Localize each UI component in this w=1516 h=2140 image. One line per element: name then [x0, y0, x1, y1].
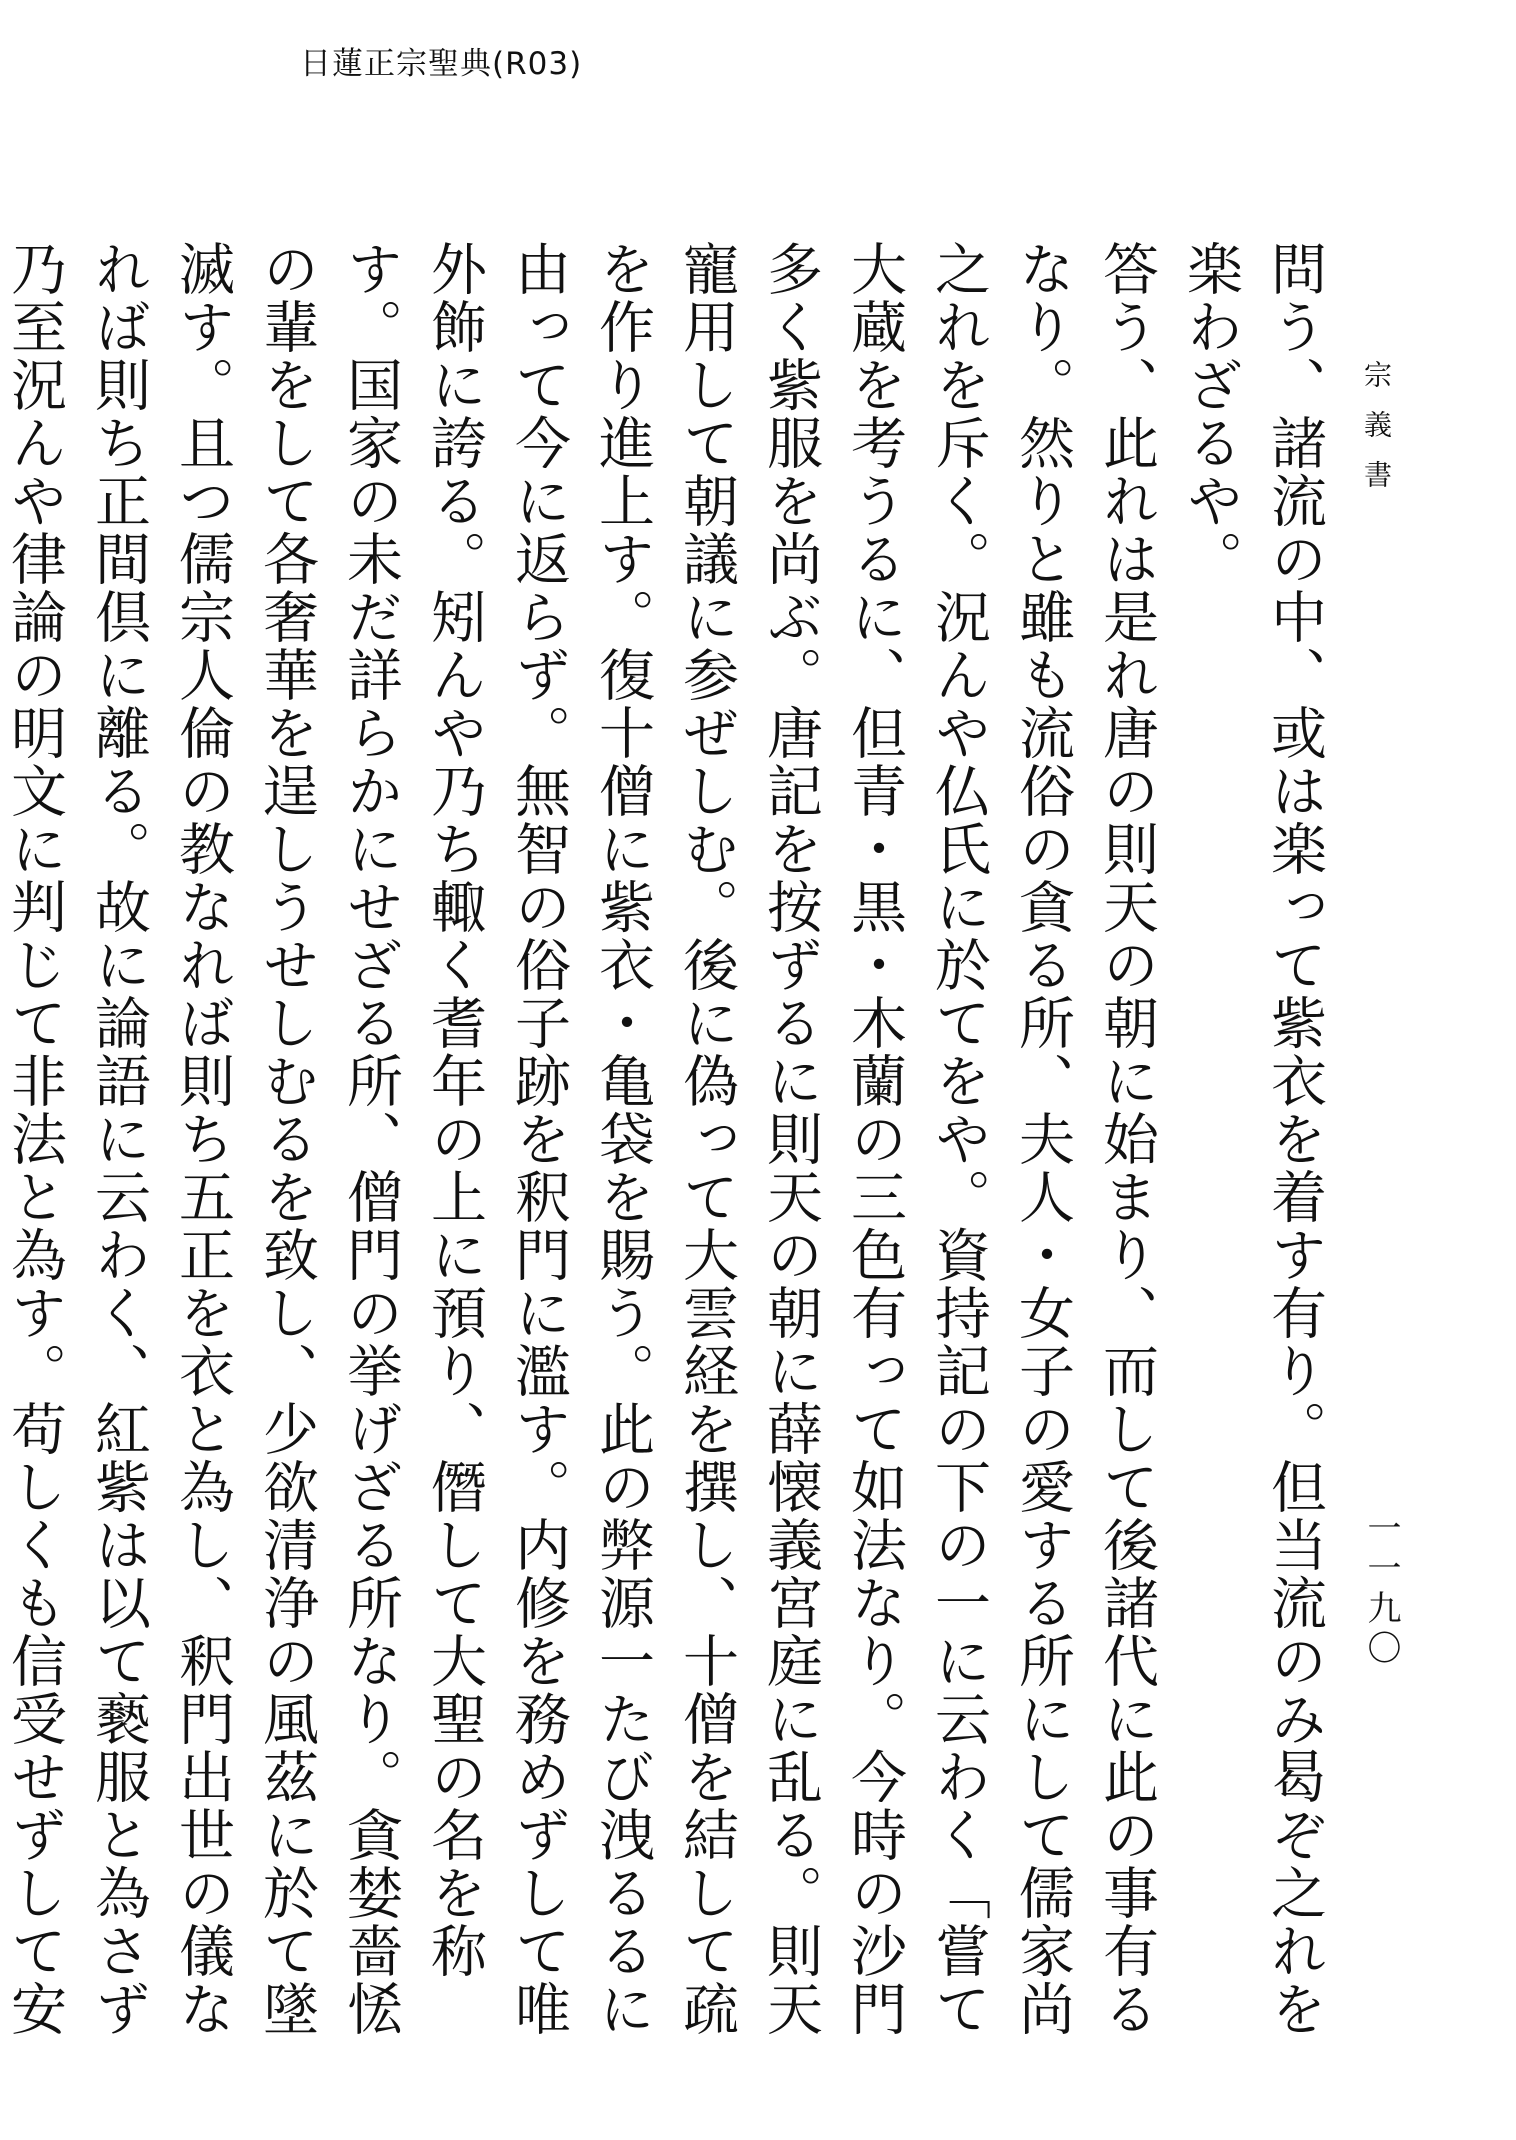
- body-text: [0, 240, 1336, 2040]
- document-title: 日蓮正宗聖典(R03): [300, 46, 583, 82]
- page-number: 一一九〇: [1361, 1510, 1401, 1670]
- paragraph-question: 問う、諸流の中、或は楽って紫衣を着す有り。但当流のみ曷ぞ之れを楽わざるや。: [1178, 240, 1327, 2038]
- running-head: 宗義書: [1360, 360, 1393, 510]
- paragraph-answer: 答う、此れは是れ唐の則天の朝に始まり、而して後諸代に此の事有るなり。然りと雖も流俗の貪る所、夫人・女子の愛する所にして儒家尚之れを斥く。況んや仏氏に於てをや。資持記の下の一に云わく「嘗て大蔵を考うるに、但青・黒・木蘭の三色有って如法なり。今時の沙門多く紫服を尚ぶ。唐記を按ずるに則天の朝に薛懐義宮庭に乱る。則天寵用して朝議に参ぜしむ。後に偽って大雲経を撰し、十僧を結して疏を作り進上す。復十僧に紫衣・亀袋を賜う。此の弊源一たび洩るるに由って今に返らず。無智の俗子跡を釈門に濫す。内修を務めずして唯外飾に誇る。矧んや乃ち輙く耆年の上に預り、僭して大聖の名を称す。国家の未だ詳らかにせざる所、僧門の挙げざる所なり。貪婪嗇恡の輩をして各奢華を逞しうせしむるを致し、少欲清浄の風茲に於て墜滅す。且つ儒宗人倫の教なれば則ち五正を衣と為し、釈門出世の儀なれば則ち正間倶に離る。故に論語に云わく、紅紫は以て褻服と為さず乃至況んや律論の明文に判じて非法と為す。苟しくも信受せずして安: [2, 240, 1159, 2038]
